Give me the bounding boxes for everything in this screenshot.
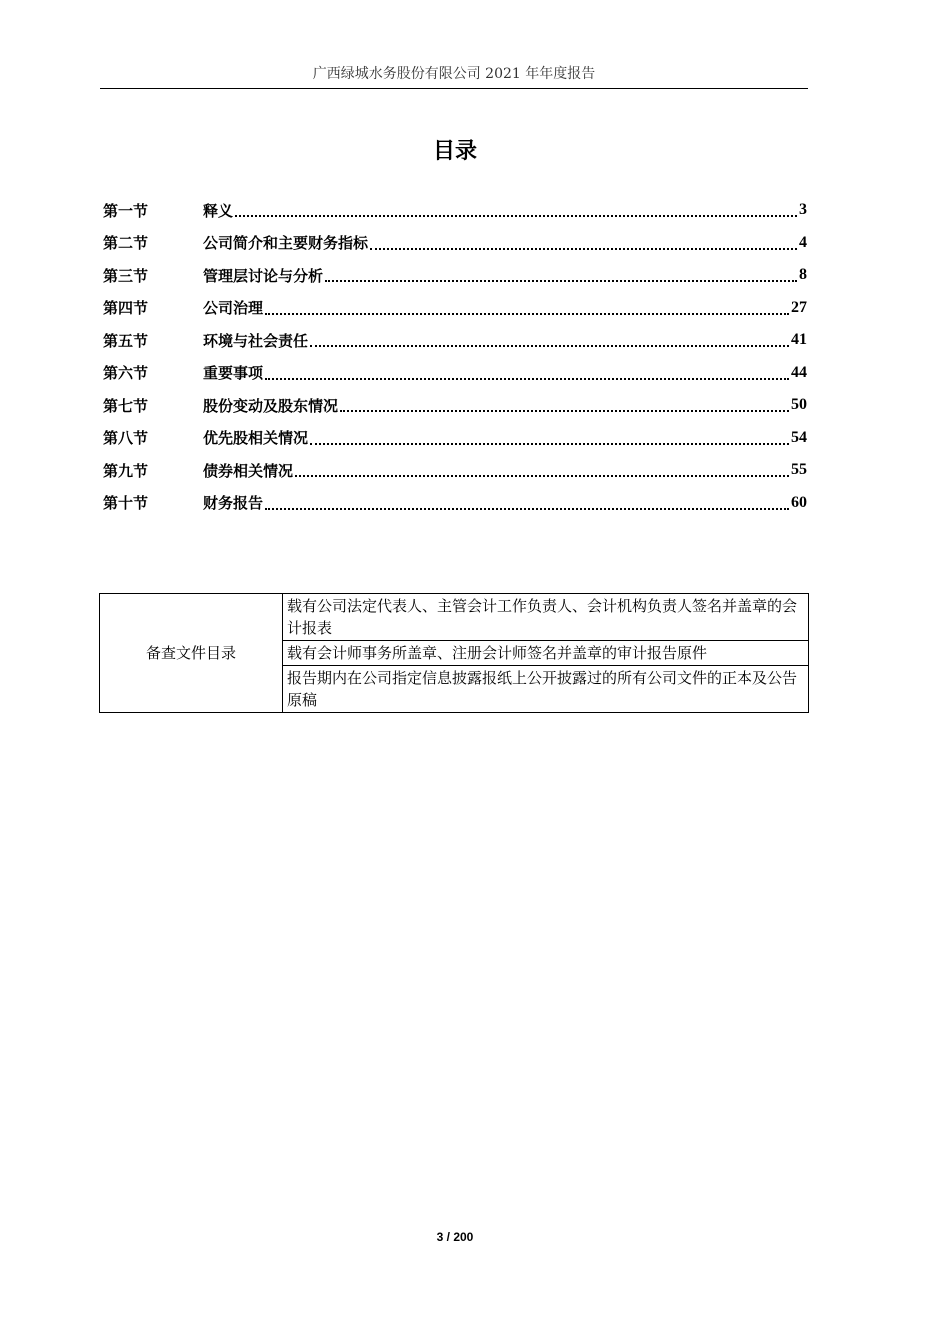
toc-section-number: 第八节	[103, 429, 149, 448]
toc-section-title: 管理层讨论与分析	[203, 266, 324, 285]
toc-page-number: 3	[799, 201, 807, 219]
toc-entry[interactable]	[103, 422, 807, 455]
toc-section-number: 第十节	[103, 494, 149, 513]
toc-page-number: 4	[799, 233, 807, 251]
toc-entry[interactable]	[103, 194, 807, 227]
toc-section-title: 环境与社会责任	[203, 331, 309, 350]
reference-document-entry: 载有公司法定代表人、主管会计工作负责人、会计机构负责人签名并盖章的会计报表	[283, 594, 809, 641]
toc-leader-dots	[235, 215, 797, 217]
toc-section-title: 债券相关情况	[203, 461, 294, 480]
toc-entry[interactable]	[103, 357, 807, 390]
toc-section-number: 第二节	[103, 234, 149, 253]
header-divider	[100, 88, 808, 89]
toc-entry[interactable]	[103, 454, 807, 487]
toc-section-number: 第九节	[103, 461, 149, 480]
reference-document-entry: 载有会计师事务所盖章、注册会计师签名并盖章的审计报告原件	[283, 641, 809, 666]
toc-section-title: 释义	[203, 201, 234, 220]
toc-leader-dots	[370, 248, 797, 250]
toc-leader-dots	[265, 378, 789, 380]
toc-leader-dots	[340, 410, 789, 412]
toc-page-number: 8	[799, 266, 807, 284]
toc-leader-dots	[265, 313, 789, 315]
toc-page-number: 60	[791, 493, 807, 511]
toc-section-number: 第六节	[103, 364, 149, 383]
toc-section-title: 公司治理	[203, 299, 264, 318]
table-row	[100, 594, 809, 641]
page-header: 广西绿城水务股份有限公司 2021 年年度报告	[312, 66, 596, 82]
toc-leader-dots	[310, 443, 789, 445]
toc-section-number: 第四节	[103, 299, 149, 318]
reference-documents-table	[99, 593, 809, 713]
reference-document-entry: 报告期内在公司指定信息披露报纸上公开披露过的所有公司文件的正本及公告原稿	[283, 666, 809, 713]
toc-page-number: 27	[791, 298, 807, 316]
toc-section-title: 公司简介和主要财务指标	[203, 234, 369, 253]
toc-leader-dots	[265, 508, 789, 510]
toc-section-number: 第三节	[103, 266, 149, 285]
toc-entry[interactable]	[103, 324, 807, 357]
toc-entry[interactable]	[103, 259, 807, 292]
toc-leader-dots	[310, 345, 789, 347]
toc-section-title: 财务报告	[203, 494, 264, 513]
toc-leader-dots	[295, 475, 789, 477]
toc-page-number: 50	[791, 396, 807, 414]
toc-entry[interactable]	[103, 389, 807, 422]
reference-documents-label: 备查文件目录	[100, 594, 283, 713]
toc-page-number: 55	[791, 461, 807, 479]
toc-page-number: 41	[791, 331, 807, 349]
toc-section-title: 股份变动及股东情况	[203, 396, 339, 415]
toc-entry[interactable]	[103, 227, 807, 260]
toc-section-title: 重要事项	[203, 364, 264, 383]
toc-entry[interactable]	[103, 292, 807, 325]
toc-title: 目录	[432, 139, 477, 164]
toc-section-number: 第七节	[103, 396, 149, 415]
toc-section-title: 优先股相关情况	[203, 429, 309, 448]
page-number-footer: 3 / 200	[436, 1230, 474, 1244]
toc-leader-dots	[325, 280, 797, 282]
toc-section-number: 第一节	[103, 201, 149, 220]
toc-section-number: 第五节	[103, 331, 149, 350]
toc-page-number: 44	[791, 363, 807, 381]
table-of-contents	[103, 194, 807, 519]
toc-page-number: 54	[791, 428, 807, 446]
toc-entry[interactable]	[103, 487, 807, 520]
